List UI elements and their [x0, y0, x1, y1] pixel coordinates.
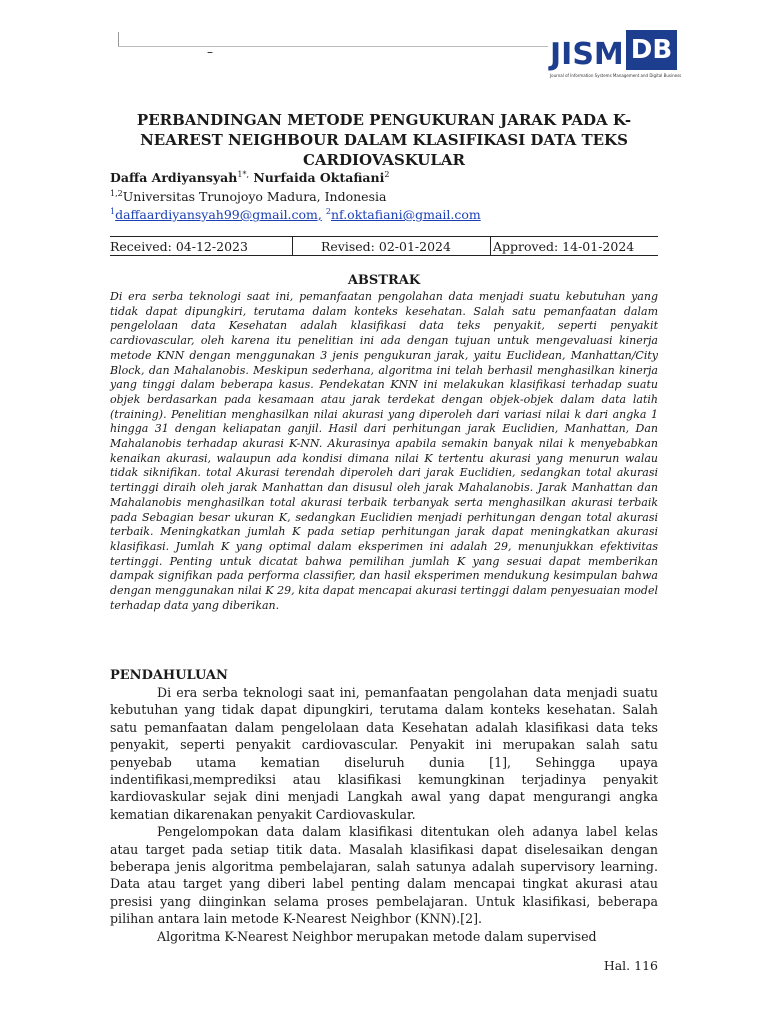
email-link[interactable]: daffaardiyansyah99@gmail.com,: [115, 207, 322, 223]
author-sup: 1*,: [237, 170, 250, 179]
logo-text-box: DB: [626, 30, 677, 70]
journal-logo: [550, 30, 682, 84]
section-body: [110, 684, 658, 945]
body-paragraph: Di era serba teknologi saat ini, pemanfaatan pengolahan data menjadi suatu kebutuhan yang tidak dapat dipungkiri, terutama dalam konteks kesehatan. Salah satu pemanfaatan dalam pengelolaan data Kesehatan adalah klasifikasi data teks penyakit, seperti penyakit cardiovascular. Penyakit ini merupakan salah satu penyebab utama kematian diseluruh dunia [1], Sehingga upaya indentifikasi,memprediksi atau klasifikasi kemungkinan terjadinya penyakit kardiovaskular sejak dini menjadi Langkah awal yang dapat mengurangi angka kematian dikarenakan penyakit Cardiovaskular.: [110, 685, 658, 822]
abstract-heading: ABSTRAK: [347, 273, 421, 288]
email-sup: 1: [110, 207, 116, 216]
body-paragraph: Algoritma K-Nearest Neighbor merupakan metode dalam supervised: [157, 928, 597, 944]
received-date: Received: 04-12-2023: [110, 237, 293, 255]
author-name: Daffa Ardiyansyah: [110, 170, 238, 186]
revised-date: Revised: 02-01-2024: [293, 237, 491, 255]
page-number: Hal. 116: [603, 958, 658, 973]
header-rule-vertical: [118, 32, 119, 46]
paper-title: PERBANDINGAN METODE PENGUKURAN JARAK PADA K-NEAREST NEIGHBOUR DALAM KLASIFIKASI DATA TEKS CARDIOVASKULAR: [136, 111, 632, 169]
email-list: [110, 204, 481, 223]
email-sup: 2: [325, 207, 331, 216]
author-list: [110, 167, 389, 186]
abstract-text: Di era serba teknologi saat ini, pemanfaatan pengolahan data menjadi suatu kebutuhan yang tidak dapat dipungkiri, terutama dalam konteks kesehatan. Salah satu pemanfaatan dalam pengelolaan data Kesehatan adalah klasifikasi data teks penyakit, seperti penyakit cardiovascular, oleh karena itu penelitian ini ada dengan tujuan untuk mengevaluasi kinerja metode KNN dengan menggunakan 3 jenis pengukuran jarak, yaitu Euclidean, Manhattan/City Block, dan Mahalanobis. Meskipun sederhana, algoritma ini telah berhasil menghasilkan kinerja yang tinggi dalam beberapa kasus. Pendekatan KNN ini melakukan klasifikasi terhadap suatu objek berdasarkan pada kesamaan atau jarak terdekat dengan objek-objek dalam data latih (training). Penelitian menghasilkan nilai akurasi yang diperoleh dari variasi nilai k dari angka 1 hingga 31 dengan keliapatan ganjil. Hasil dari perhitungan jarak Euclidien, Manhattan, Dan Mahalanobis terhadap akurasi K-NN. Akurasinya apabila semakin banyak nilai k menyebabkan kenaikan akurasi, walaupun ada kondisi dimana nilai K tertentu akurasi yang menurun walau tidak siknifikan. total Akurasi terendah diperoleh dari jarak Euclidien, sedangkan total akurasi tertinggi diraih oleh jarak Manhattan dan disusul oleh jarak Mahalanobis. Jarak Manhattan dan Mahalanobis menghasilkan total akurasi terbaik terbanyak serta menghasilkan akurasi terbaik pada Sebagian besar ukuran K, sedangkan Euclidien menjadi perhitungan dengan total akurasi terbaik. Meningkatkan jumlah K pada setiap perhitungan jarak dapat meningkatkan akurasi klasifikasi. Jumlah K yang optimal dalam eksperimen ini adalah 29, menunjukkan efektivitas tertinggi. Penting untuk dicatat bahwa pemilihan jumlah K yang sesuai dapat memberikan dampak signifikan pada performa classifier, dan hasil eksperimen mendukung kesimpulan bahwa dengan menggunakan nilai K 29, kita dapat mencapai akurasi tertinggi dalam penyesuaian model terhadap data yang diberikan.: [110, 290, 658, 612]
article-dates: [110, 236, 658, 256]
affiliation-sup: 1,2: [110, 189, 123, 198]
approved-date: Approved: 14-01-2024: [493, 239, 635, 254]
author-name: Nurfaida Oktafiani: [253, 170, 385, 186]
affiliation: [110, 186, 386, 205]
body-paragraph: Pengelompokan data dalam klasifikasi ditentukan oleh adanya label kelas atau target pada setiap titik data. Masalah klasifikasi dapat diselesaikan dengan beberapa jenis algoritma pembelajaran, salah satunya adalah supervisory learning. Data atau target yang diberi label penting dalam mencapai tingkat akurasi atau presisi yang diinginkan selama proses pembelajaran. Untuk klasifikasi, beberapa pilihan antara lain metode K-Nearest Neighbor (KNN).[2].: [110, 824, 658, 927]
section-heading: PENDAHULUAN: [110, 668, 228, 683]
logo-subtitle: Journal of Information Systems Management and Digital Business: [550, 73, 682, 78]
email-link[interactable]: nf.oktafiani@gmail.com: [330, 207, 481, 223]
author-sup: 2: [384, 170, 390, 179]
header-dash: –: [207, 45, 213, 59]
header-rule: [118, 46, 548, 47]
affiliation-text: Universitas Trunojoyo Madura, Indonesia: [122, 189, 387, 205]
logo-text-left: JISM: [550, 37, 624, 72]
